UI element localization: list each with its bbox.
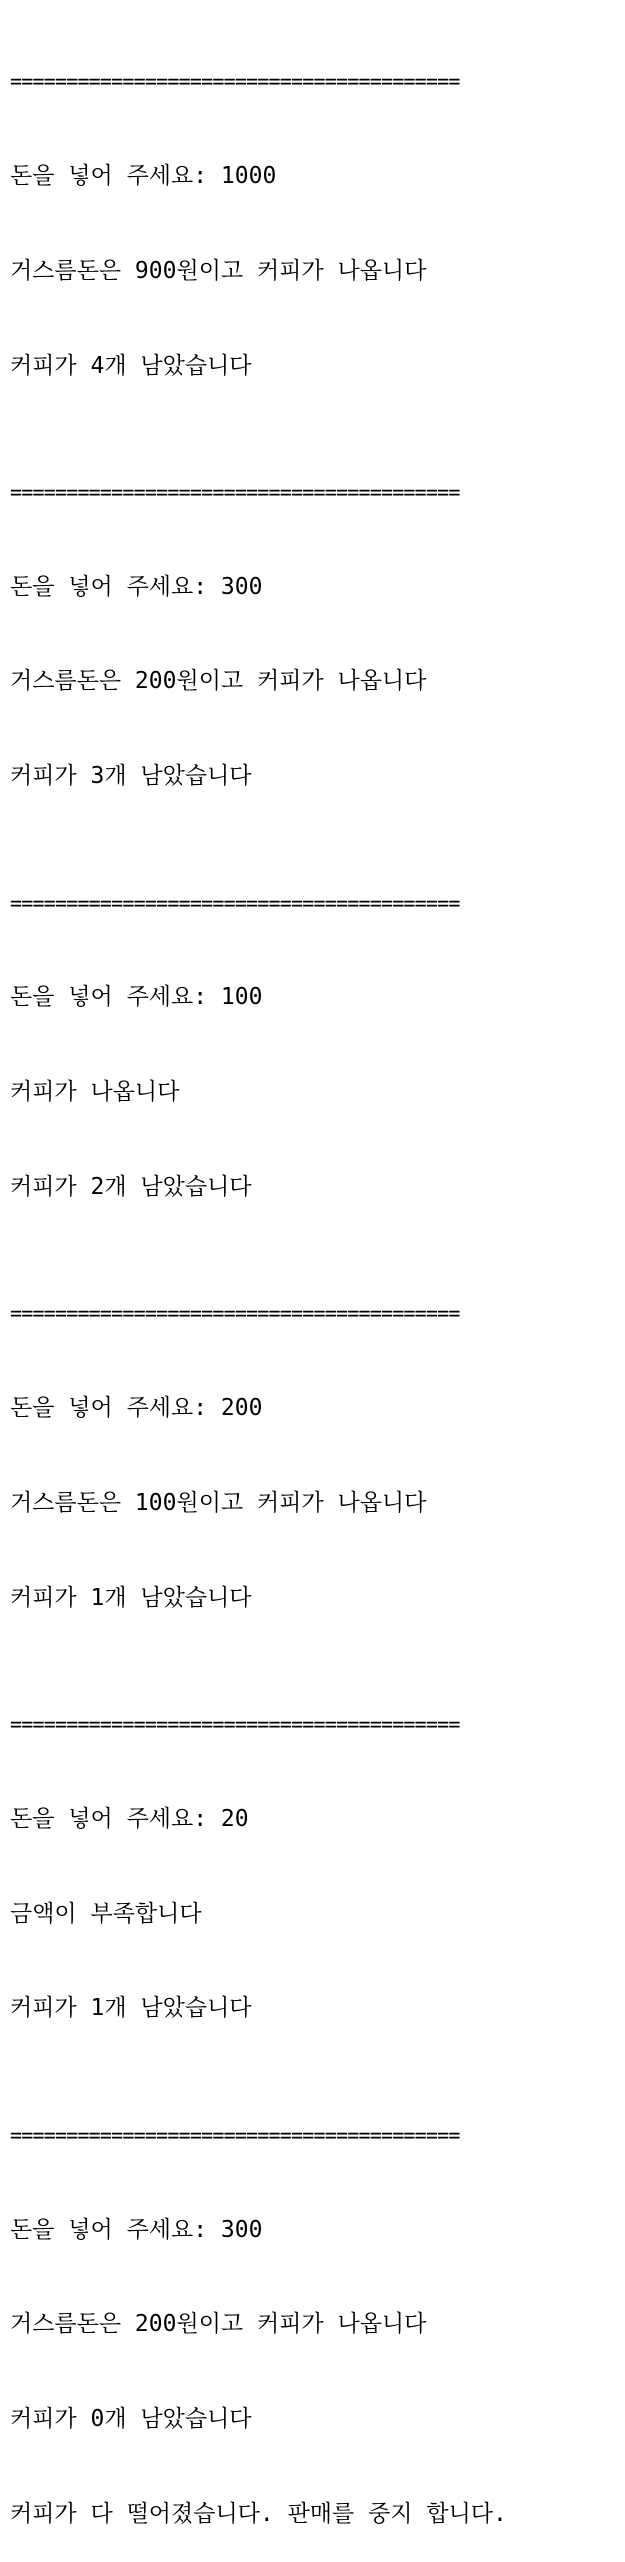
stock-line: 커피가 0개 남았습니다 <box>10 2406 252 2433</box>
separator-text: ======================================== <box>10 69 460 94</box>
separator-line <box>10 888 622 920</box>
result-line: 커피가 나옵니다 <box>10 1079 180 1106</box>
stock-line: 커피가 2개 남았습니다 <box>10 1173 252 1200</box>
separator-text: ======================================== <box>10 1712 460 1737</box>
change-line: 거스름돈은 200원이고 커피가 나옵니다 <box>10 668 427 695</box>
prompt-line: 돈을 넣어 주세요: 100 <box>10 984 263 1011</box>
separator-line <box>10 1709 622 1741</box>
separator-text: ======================================== <box>10 479 460 504</box>
error-line: 금액이 부족합니다 <box>10 1900 202 1927</box>
prompt-line: 돈을 넣어 주세요: 300 <box>10 2216 263 2243</box>
prompt-line: 돈을 넣어 주세요: 200 <box>10 1395 263 1422</box>
change-line: 거스름돈은 200원이고 커피가 나옵니다 <box>10 2311 427 2338</box>
separator-text: ======================================== <box>10 890 460 915</box>
sold-out-line: 커피가 다 떨어졌습니다. 판매를 중지 합니다. <box>10 2500 507 2527</box>
change-line: 거스름돈은 100원이고 커피가 나옵니다 <box>10 1489 427 1516</box>
separator-text: ======================================== <box>10 1301 460 1326</box>
separator-line <box>10 66 622 98</box>
stock-line: 커피가 3개 남았습니다 <box>10 763 252 790</box>
stock-line: 커피가 1개 남았습니다 <box>10 1584 252 1611</box>
prompt-line: 돈을 넣어 주세요: 300 <box>10 573 263 600</box>
separator-line <box>10 477 622 509</box>
separator-line <box>10 2120 622 2152</box>
console-output <box>10 3 622 2562</box>
change-line: 거스름돈은 900원이고 커피가 나옵니다 <box>10 257 427 284</box>
prompt-line: 돈을 넣어 주세요: 20 <box>10 1805 249 1832</box>
prompt-line: 돈을 넣어 주세요: 1000 <box>10 162 277 189</box>
stock-line: 커피가 1개 남았습니다 <box>10 1995 252 2022</box>
separator-text: ======================================== <box>10 2122 460 2147</box>
separator-line <box>10 1298 622 1330</box>
stock-line: 커피가 4개 남았습니다 <box>10 352 252 379</box>
